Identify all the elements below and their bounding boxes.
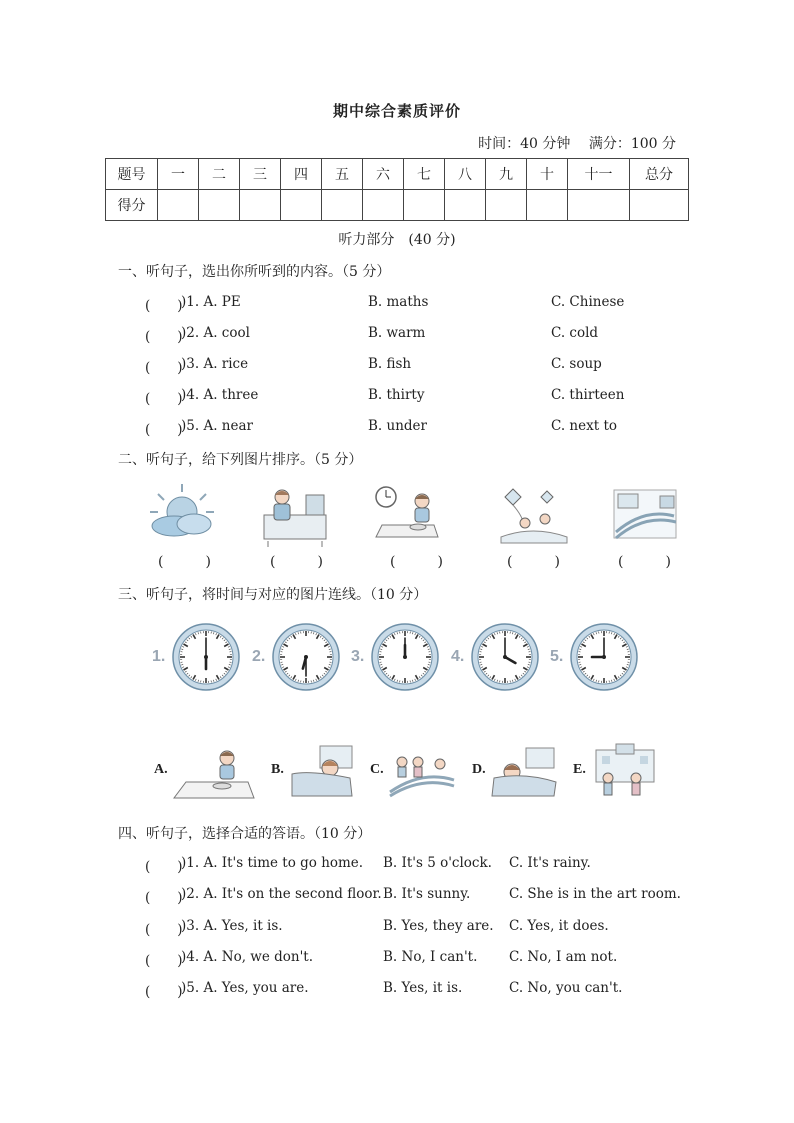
score-header-cell: 十一: [568, 159, 630, 190]
picture-label: E.: [573, 762, 586, 777]
picture-label: A.: [154, 762, 168, 777]
answer-blank[interactable]: ( ): [145, 890, 183, 906]
option-a: )2. A. It's on the second floor.: [181, 886, 382, 902]
order-blank[interactable]: ( ): [270, 554, 323, 570]
score-table-score-row: [106, 190, 689, 221]
score-cell[interactable]: [445, 190, 486, 221]
girl-waking-picture: [290, 744, 354, 798]
score-cell[interactable]: [486, 190, 527, 221]
page-title: 期中综合素质评价: [332, 102, 461, 120]
option-c: C. Chinese: [551, 294, 625, 310]
picture-label: B.: [271, 762, 284, 777]
option-b: B. It's sunny.: [383, 886, 471, 902]
score-cell[interactable]: [404, 190, 445, 221]
option-a: )1. A. It's time to go home.: [181, 855, 364, 871]
score-cell[interactable]: [240, 190, 281, 221]
score-header-cell: 六: [363, 159, 404, 190]
answer-blank[interactable]: ( ): [145, 422, 183, 438]
score-header-cell: 八: [445, 159, 486, 190]
option-b: B. maths: [368, 294, 429, 310]
answer-blank[interactable]: ( ): [145, 329, 183, 345]
option-a: )5. A. Yes, you are.: [181, 980, 309, 996]
clock-icon: [172, 623, 240, 691]
sun-cloud-picture: [148, 482, 216, 542]
answer-blank[interactable]: ( ): [145, 922, 183, 938]
option-b: B. under: [368, 418, 427, 434]
score-header-cell: 二: [199, 159, 240, 190]
girl-eating-picture: [372, 485, 442, 543]
option-a: )2. A. cool: [181, 325, 250, 341]
option-c: C. Yes, it does.: [509, 918, 609, 934]
score-cell[interactable]: [527, 190, 568, 221]
clock-label: 2.: [252, 648, 266, 665]
score-table: [105, 158, 689, 221]
option-b: B. fish: [368, 356, 412, 372]
option-a: )5. A. near: [181, 418, 253, 434]
section4-heading: 四、听句子，选择合适的答语。（10 分）: [118, 826, 372, 842]
answer-blank[interactable]: ( ): [145, 360, 183, 376]
option-a: )4. A. No, we don't.: [181, 949, 314, 965]
clock-icon: [471, 623, 539, 691]
clock-label: 5.: [550, 648, 564, 665]
boy-at-desk-picture: [262, 485, 328, 547]
score-cell[interactable]: [158, 190, 199, 221]
order-blank[interactable]: ( ): [390, 554, 443, 570]
children-playing-picture: [388, 750, 456, 796]
option-c: C. No, I am not.: [509, 949, 618, 965]
clock-label: 1.: [152, 648, 166, 665]
clock-icon: [570, 623, 638, 691]
section2-heading: 二、听句子，给下列图片排序。（5 分）: [118, 452, 363, 468]
order-blank[interactable]: ( ): [158, 554, 211, 570]
option-a: )3. A. Yes, it is.: [181, 918, 283, 934]
option-b: B. It's 5 o'clock.: [383, 855, 492, 871]
answer-blank[interactable]: ( ): [145, 391, 183, 407]
score-cell[interactable]: [322, 190, 363, 221]
option-c: C. It's rainy.: [509, 855, 591, 871]
girl-sleeping-picture: [490, 746, 558, 798]
score-cell[interactable]: [568, 190, 630, 221]
option-a: )3. A. rice: [181, 356, 249, 372]
option-c: C. No, you can't.: [509, 980, 623, 996]
clock-label: 3.: [351, 648, 365, 665]
clock-icon: [371, 623, 439, 691]
picture-label: C.: [370, 762, 384, 777]
clock-label: 4.: [451, 648, 465, 665]
score-header-cell: 七: [404, 159, 445, 190]
score-cell[interactable]: [363, 190, 404, 221]
option-c: C. cold: [551, 325, 599, 341]
option-c: C. thirteen: [551, 387, 625, 403]
answer-blank[interactable]: ( ): [145, 298, 183, 314]
score-header-cell: 三: [240, 159, 281, 190]
score-header-cell: 题号: [106, 159, 158, 190]
score-header-cell: 一: [158, 159, 199, 190]
picture-label: D.: [472, 762, 486, 777]
option-b: B. No, I can't.: [383, 949, 478, 965]
option-a: )1. A. PE: [181, 294, 241, 310]
order-blank[interactable]: ( ): [507, 554, 560, 570]
section3-heading: 三、听句子，将时间与对应的图片连线。（10 分）: [118, 587, 428, 603]
option-b: B. Yes, it is.: [383, 980, 463, 996]
answer-blank[interactable]: ( ): [145, 984, 183, 1000]
section1-heading: 一、听句子，选出你所听到的内容。（5 分）: [118, 264, 391, 280]
option-c: C. soup: [551, 356, 602, 372]
option-b: B. Yes, they are.: [383, 918, 494, 934]
order-blank[interactable]: ( ): [618, 554, 671, 570]
score-header-cell: 五: [322, 159, 363, 190]
score-cell[interactable]: [199, 190, 240, 221]
score-table-header-row: [106, 159, 689, 190]
score-cell[interactable]: [281, 190, 322, 221]
score-header-cell: 总分: [630, 159, 689, 190]
option-b: B. warm: [368, 325, 426, 341]
option-a: )4. A. three: [181, 387, 259, 403]
score-header-cell: 十: [527, 159, 568, 190]
score-header-cell: 九: [486, 159, 527, 190]
children-kite-picture: [497, 485, 569, 543]
option-b: B. thirty: [368, 387, 425, 403]
option-c: C. next to: [551, 418, 617, 434]
score-row-label: 得分: [106, 190, 158, 221]
time-info: 时间：40 分钟 满分：100 分: [478, 136, 676, 152]
clock-icon: [272, 623, 340, 691]
answer-blank[interactable]: ( ): [145, 859, 183, 875]
score-header-cell: 四: [281, 159, 322, 190]
children-school-picture: [592, 742, 658, 800]
playground-picture: [610, 486, 680, 542]
score-cell[interactable]: [630, 190, 689, 221]
listening-title: 听力部分 (40 分): [338, 232, 456, 248]
answer-blank[interactable]: ( ): [145, 953, 183, 969]
option-c: C. She is in the art room.: [509, 886, 681, 902]
boy-eating-picture: [172, 748, 256, 800]
